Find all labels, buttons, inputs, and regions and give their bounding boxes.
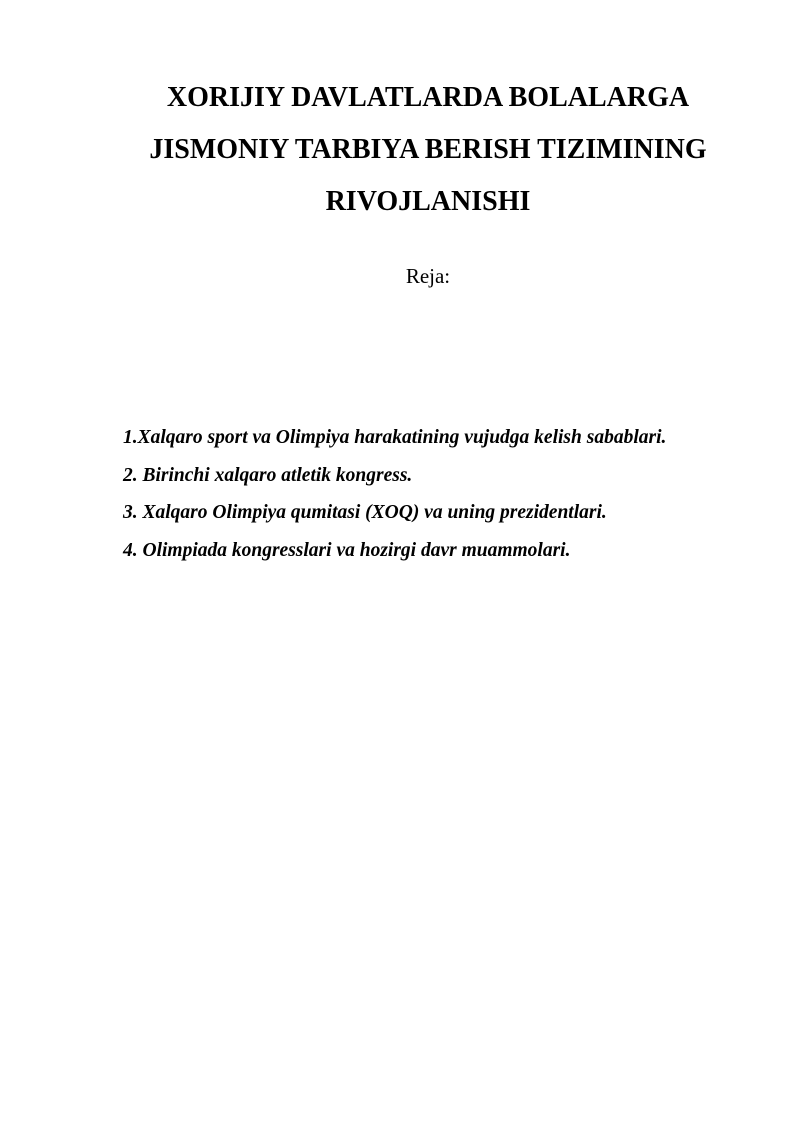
title-line: RIVOJLANISHI [325, 186, 531, 217]
title-line: JISMONIY TARBIYA BERISH TIZIMINING [149, 134, 707, 165]
document-title [100, 72, 756, 228]
title-line: XORIJIY DAVLATLARDA BOLALARGA [166, 82, 690, 113]
plan-item: 3. Xalqaro Olimpiya qumitasi (XOQ) va uning prezidentlari. [123, 502, 607, 523]
plan-item: 1.Xalqaro sport va Olimpiya harakatining vujudga kelish sabablari. [123, 427, 667, 448]
plan-heading: Reja: [405, 264, 451, 288]
plan-item: 4. Olimpiada kongresslari va hozirgi davr muammolari. [123, 539, 571, 561]
plan-item: 2. Birinchi xalqaro atletik kongress. [123, 464, 413, 486]
plan-list [123, 419, 666, 569]
